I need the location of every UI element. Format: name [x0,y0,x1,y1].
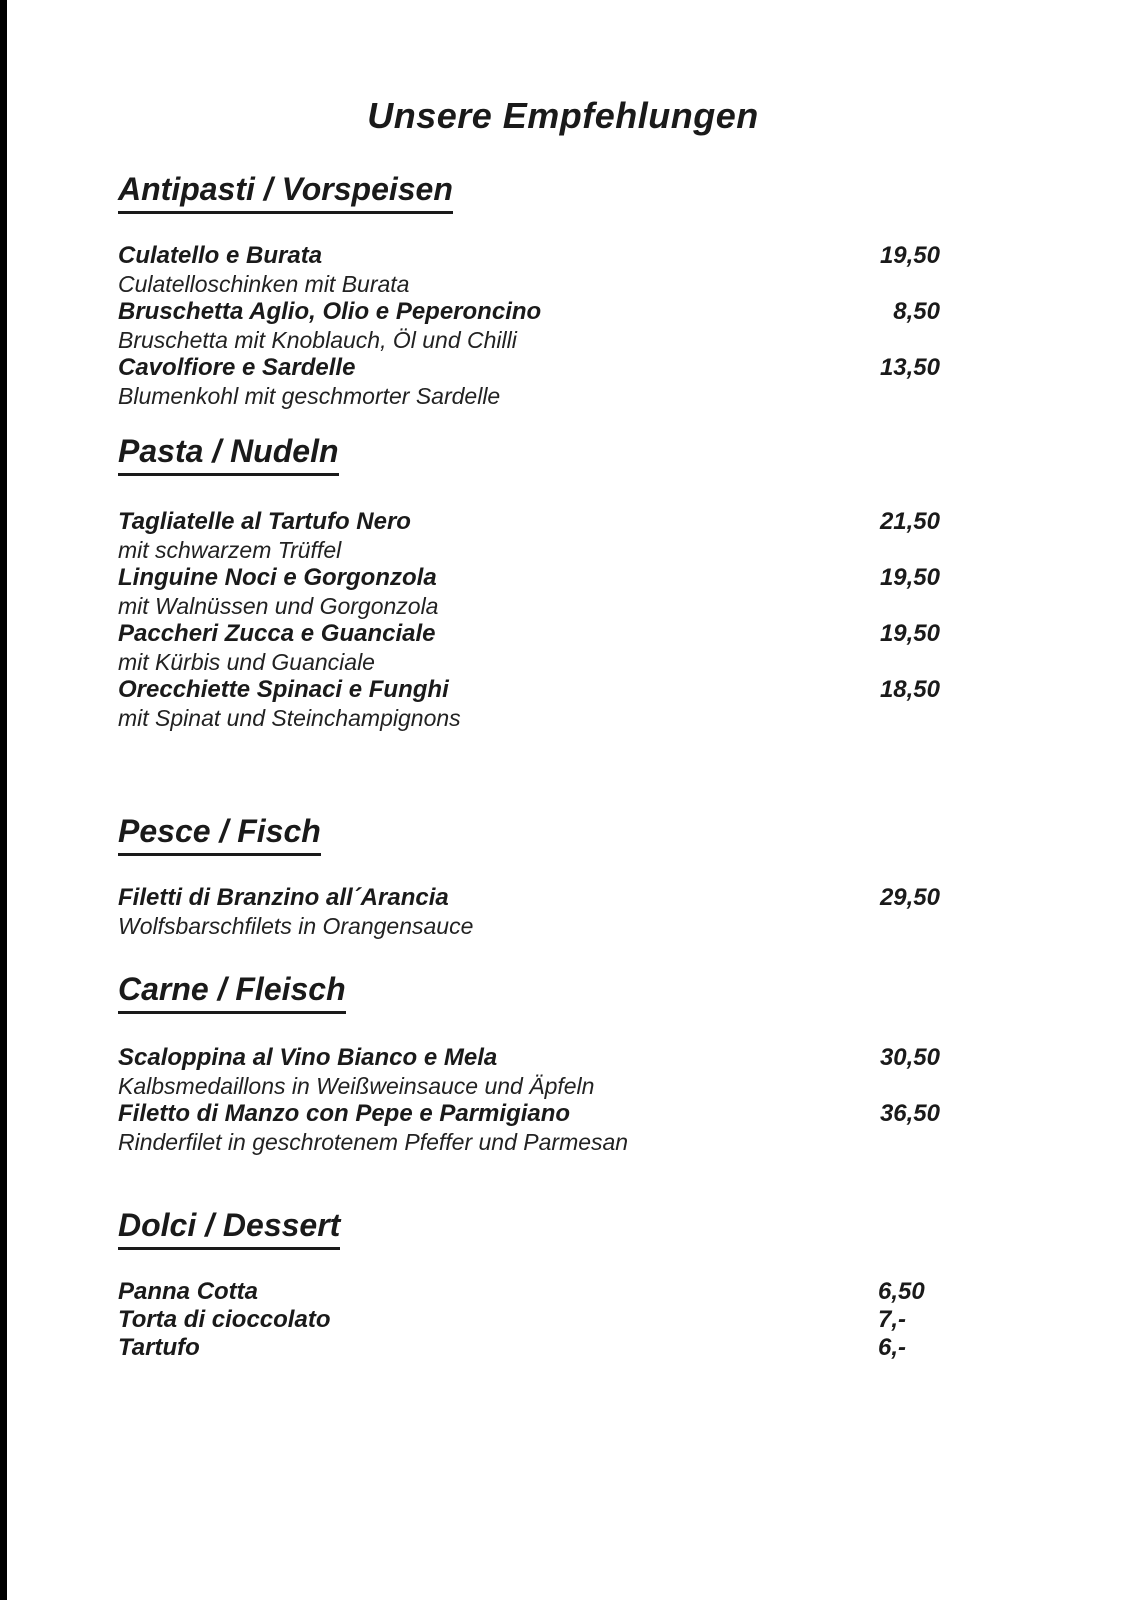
item-price: 29,50 [879,884,940,911]
item-name: Panna Cotta [118,1278,259,1305]
menu-item [118,242,940,270]
section-dolci [118,1206,940,1362]
item-name: Tartufo [118,1334,200,1361]
section-carne [118,970,940,1156]
menu-item [118,1306,940,1334]
item-description: mit Kürbis und Guanciale [118,649,375,675]
item-price: 18,50 [879,676,940,703]
item-price: 19,50 [879,620,940,647]
item-description: Culatelloschinken mit Burata [118,271,410,297]
item-price: 36,50 [879,1100,940,1127]
item-price: 6,- [878,1334,907,1361]
menu-item [118,354,940,382]
menu-content [0,170,1126,1362]
item-description: Kalbsmedaillons in Weißweinsauce und Äpfeln [118,1073,595,1099]
item-price: 7,- [878,1306,907,1333]
item-name: Filetto di Manzo con Pepe e Parmigiano [118,1100,571,1127]
section-heading: Carne / Fleisch [118,970,940,1014]
section-pesce [118,812,940,940]
menu-item [118,508,940,536]
item-name: Linguine Noci e Gorgonzola [118,564,437,591]
section-heading: Pasta / Nudeln [118,432,940,476]
item-name: Orecchiette Spinaci e Funghi [118,676,449,703]
item-name: Culatello e Burata [118,242,323,269]
menu-item [118,620,940,648]
menu-item [118,676,940,704]
item-name: Paccheri Zucca e Guanciale [118,620,436,647]
item-description: mit schwarzem Trüffel [118,537,342,563]
item-name: Cavolfiore e Sardelle [118,354,356,381]
section-heading: Dolci / Dessert [118,1206,940,1250]
menu-item [118,1278,940,1306]
item-name: Scaloppina al Vino Bianco e Mela [118,1044,498,1071]
item-price: 6,50 [878,1278,925,1305]
item-price: 30,50 [879,1044,940,1071]
item-price: 19,50 [879,242,940,269]
item-name: Torta di cioccolato [118,1306,331,1333]
item-name: Bruschetta Aglio, Olio e Peperoncino [118,298,542,325]
item-description: mit Walnüssen und Gorgonzola [118,593,439,619]
item-price: 8,50 [893,298,940,325]
menu-item [118,1100,940,1128]
item-name: Filetti di Branzino all´Arancia [118,884,449,911]
menu-item [118,1334,940,1362]
menu-item [118,1044,940,1072]
section-pasta [118,432,940,732]
item-description: Rinderfilet in geschrotenem Pfeffer und Parmesan [118,1129,629,1155]
item-description: Blumenkohl mit geschmorter Sardelle [118,383,501,409]
section-items [118,508,940,732]
section-items [118,884,940,940]
section-items [118,1044,940,1156]
menu-item [118,884,940,912]
menu-item [118,564,940,592]
section-heading: Antipasti / Vorspeisen [118,170,940,214]
item-price: 13,50 [879,354,940,381]
item-description: Bruschetta mit Knoblauch, Öl und Chilli [118,327,517,353]
item-price: 19,50 [879,564,940,591]
menu-item [118,298,940,326]
section-items [118,242,940,410]
item-price: 21,50 [879,508,940,535]
item-description: Wolfsbarschfilets in Orangensauce [118,913,474,939]
section-items [118,1278,940,1362]
scan-edge-artifact [0,0,7,1600]
item-name: Tagliatelle al Tartufo Nero [118,508,411,535]
section-antipasti [118,170,940,410]
page-title: Unsere Empfehlungen [367,95,759,136]
section-heading: Pesce / Fisch [118,812,940,856]
item-description: mit Spinat und Steinchampignons [118,705,461,731]
